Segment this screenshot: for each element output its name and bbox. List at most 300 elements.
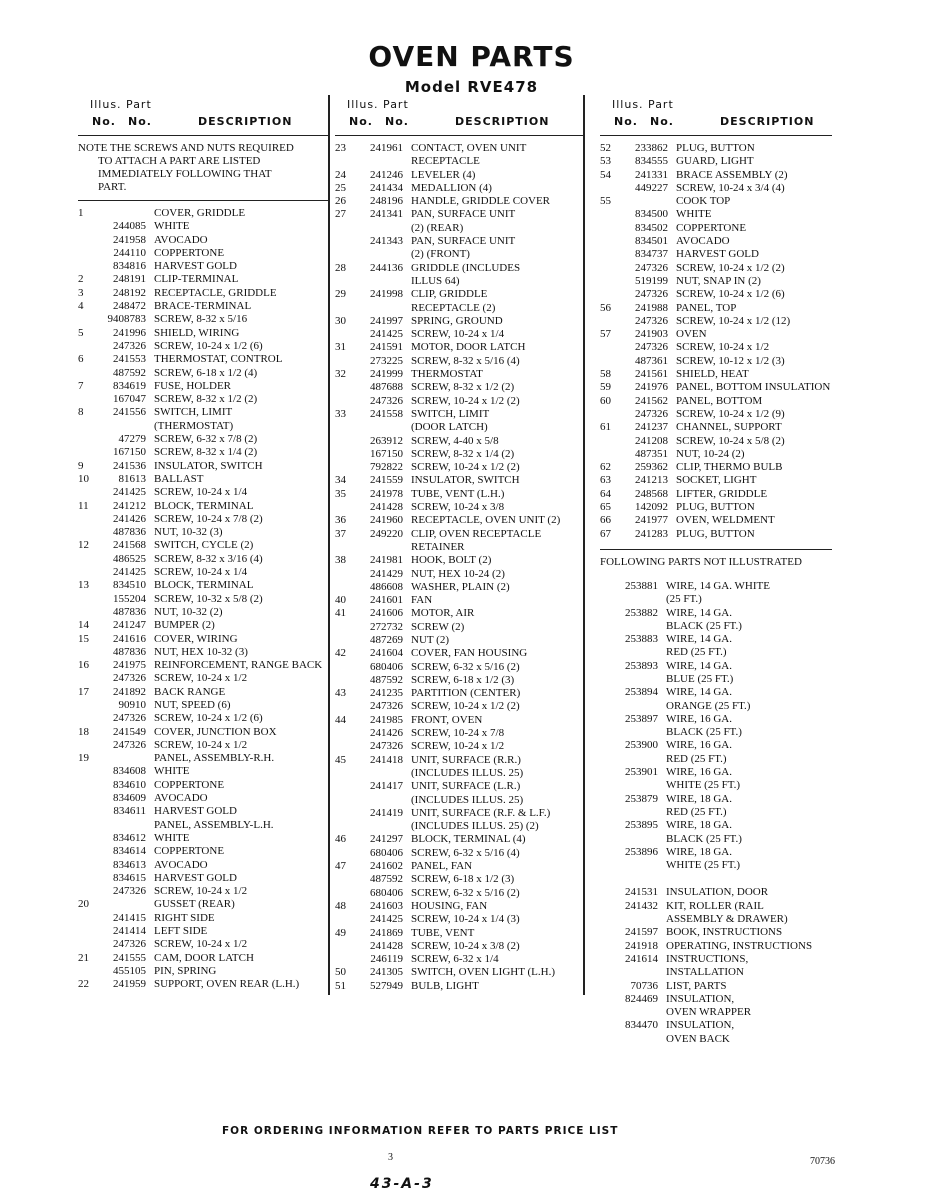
- part-number: [610, 833, 666, 846]
- part-number: 680406: [370, 660, 403, 673]
- part-description: BLOCK, TERMINAL: [154, 499, 254, 512]
- part-number: 241553: [113, 353, 146, 366]
- illus-number: 3: [78, 286, 84, 299]
- part-description: NUT, SNAP IN (2): [676, 274, 761, 287]
- part-row: [78, 859, 328, 872]
- part-description: MOTOR, AIR: [411, 607, 475, 620]
- part-description: THERMOSTAT: [411, 368, 483, 381]
- part-row: [335, 501, 585, 514]
- part-number: 241561: [635, 368, 668, 381]
- illus-number: [78, 832, 100, 845]
- part-description: PARTITION (CENTER): [411, 687, 521, 700]
- part-description: CLIP, GRIDDLE: [411, 288, 488, 301]
- part-row: [600, 302, 832, 315]
- illus-number: 44: [335, 713, 346, 726]
- part-row: [78, 433, 328, 446]
- part-number: 241426: [370, 727, 403, 740]
- part-description: AVOCADO: [154, 792, 208, 805]
- part-row: [78, 327, 328, 340]
- column-divider: [328, 95, 330, 995]
- illus-number: 20: [78, 898, 89, 911]
- part-row: [78, 965, 328, 978]
- part-number: [100, 819, 154, 832]
- part-row: [600, 514, 832, 527]
- illus-number: [335, 155, 357, 168]
- part-description: SCREW, 10-24 x 1/2 (9): [676, 407, 785, 420]
- part-number: 834609: [113, 792, 146, 805]
- part-row: [335, 514, 585, 527]
- column-header: [335, 95, 585, 133]
- illus-number: 55: [600, 195, 611, 208]
- part-description: BRACE-TERMINAL: [154, 300, 252, 313]
- part-number: 486608: [370, 580, 403, 593]
- model-number: Model RVE478: [404, 78, 539, 96]
- illus-number: [78, 260, 100, 273]
- part-number: 241414: [113, 925, 146, 938]
- illus-number: [600, 859, 610, 872]
- illus-number: [600, 993, 610, 1006]
- part-number: [610, 779, 666, 792]
- part-number: 247326: [635, 314, 668, 327]
- part-row: [78, 273, 328, 286]
- part-row: [78, 420, 328, 433]
- part-description: PANEL, FAN: [411, 860, 473, 873]
- part-description: CAM, DOOR LATCH: [154, 951, 254, 964]
- part-description: PANEL, ASSEMBLY-R.H.: [154, 752, 275, 765]
- part-row: [600, 235, 832, 248]
- part-row: [335, 448, 585, 461]
- part-number: 834816: [113, 260, 146, 273]
- part-description: SCREW, 10-24 x 3/4 (4): [676, 181, 785, 194]
- part-row: [600, 155, 832, 168]
- illus-number: [335, 740, 357, 753]
- part-row: [335, 754, 585, 767]
- parts-column-2: [335, 95, 585, 993]
- illus-number: [335, 302, 357, 315]
- part-number: 47279: [118, 433, 146, 446]
- illus-number: 54: [600, 168, 611, 181]
- part-row: [335, 435, 585, 448]
- part-row: [335, 182, 585, 195]
- ordering-info: FOR ORDERING INFORMATION REFER TO PARTS PRICE LIST: [222, 1125, 619, 1137]
- part-description: SCREW, 10-24 x 1/2: [411, 740, 505, 753]
- part-row: [78, 593, 328, 606]
- part-row: [600, 408, 832, 421]
- part-row: [335, 275, 585, 288]
- illus-number: [600, 222, 622, 235]
- part-number: 155204: [113, 592, 146, 605]
- part-description: UNIT, SURFACE (R.F. & L.F.): [411, 806, 551, 819]
- part-row: [600, 686, 832, 699]
- illus-number: [335, 421, 357, 434]
- part-row: [600, 766, 832, 779]
- part-number: 487592: [370, 673, 403, 686]
- part-description: KIT, ROLLER (RAIL: [666, 899, 764, 912]
- illus-number: [78, 646, 100, 659]
- part-number: 680406: [370, 846, 403, 859]
- part-description: SCREW, 6-32 x 1/4: [411, 953, 499, 966]
- part-number: 241246: [370, 168, 403, 181]
- part-row: [78, 313, 328, 326]
- part-row: [78, 367, 328, 380]
- part-description: PLUG, BUTTON: [676, 527, 755, 540]
- illus-number: [335, 621, 357, 634]
- part-row: [78, 260, 328, 273]
- part-number: 253893: [625, 659, 658, 672]
- part-number: 253895: [625, 819, 658, 832]
- part-description: PAN, SURFACE UNIT: [411, 235, 516, 248]
- part-description: INSULATION, DOOR: [666, 886, 769, 899]
- part-number: 487351: [635, 447, 668, 460]
- part-number: 241428: [370, 939, 403, 952]
- part-row: [335, 355, 585, 368]
- part-row: [335, 833, 585, 846]
- header-illus-no: No.: [349, 115, 373, 128]
- part-number: 241419: [370, 806, 403, 819]
- part-number: 241425: [370, 328, 403, 341]
- part-row: [78, 938, 328, 951]
- illus-number: [78, 805, 100, 818]
- part-description: SCREW, 8-32 x 1/2 (2): [411, 381, 515, 394]
- part-number: 253901: [625, 766, 658, 779]
- part-description: WHITE (25 FT.): [666, 859, 741, 872]
- illus-number: [78, 672, 100, 685]
- part-number: 241425: [370, 913, 403, 926]
- part-number: 167047: [113, 393, 146, 406]
- illus-number: 22: [78, 978, 89, 991]
- part-description: SCREW, 10-24 x 1/2: [154, 738, 248, 751]
- part-description: PLUG, BUTTON: [676, 501, 755, 514]
- part-row: [600, 673, 832, 686]
- part-number: 247326: [113, 938, 146, 951]
- illus-number: [600, 793, 610, 806]
- part-row: [335, 860, 585, 873]
- part-row: [600, 448, 832, 461]
- part-description: SCREW, 6-32 x 5/16 (2): [411, 660, 520, 673]
- illus-number: [600, 913, 610, 926]
- part-row: [600, 341, 832, 354]
- part-number: 792822: [370, 461, 403, 474]
- part-number: 241418: [370, 753, 403, 766]
- part-description: HARVEST GOLD: [154, 260, 237, 273]
- parts-list: [335, 142, 585, 993]
- illus-number: 45: [335, 753, 346, 766]
- illus-number: [600, 593, 610, 606]
- part-description: WHITE: [154, 765, 190, 778]
- part-description: SCREW, 10-24 x 3/8 (2): [411, 939, 520, 952]
- part-number: 247326: [635, 288, 668, 301]
- part-row: [78, 207, 328, 220]
- part-number: 273225: [370, 354, 403, 367]
- spacer: [600, 872, 832, 886]
- part-description: (2) (FRONT): [411, 248, 470, 261]
- part-row: [78, 300, 328, 313]
- part-number: 241556: [113, 406, 146, 419]
- part-row: [335, 235, 585, 248]
- part-number: 241985: [370, 713, 403, 726]
- part-number: 247326: [370, 394, 403, 407]
- part-description: COVER, JUNCTION BOX: [154, 725, 277, 738]
- part-description: NUT, 10-32 (2): [154, 605, 223, 618]
- part-description: WHITE: [154, 220, 190, 233]
- part-row: [335, 222, 585, 235]
- part-description: WHITE: [154, 831, 190, 844]
- part-row: [78, 752, 328, 765]
- part-description: TUBE, VENT (L.H.): [411, 487, 505, 500]
- part-row: [600, 288, 832, 301]
- part-number: 487836: [113, 645, 146, 658]
- part-number: 259362: [635, 461, 668, 474]
- part-description: (INCLUDES ILLUS. 25): [411, 766, 524, 779]
- part-description: INSULATION,: [666, 992, 735, 1005]
- illus-number: 23: [335, 142, 346, 154]
- illus-number: [78, 247, 100, 260]
- part-row: [78, 726, 328, 739]
- part-description: COVER, FAN HOUSING: [411, 647, 528, 660]
- part-description: RED (25 FT.): [666, 805, 727, 818]
- illus-number: [600, 753, 610, 766]
- header-rule: [78, 135, 328, 136]
- part-row: [335, 488, 585, 501]
- header-illus-no: No.: [614, 115, 638, 128]
- part-description: WIRE, 14 GA. WHITE: [666, 579, 770, 592]
- part-description: PANEL, TOP: [676, 301, 737, 314]
- part-number: [100, 752, 154, 765]
- illus-number: 16: [78, 659, 89, 672]
- part-description: COOK TOP: [676, 195, 731, 208]
- header-illus-no: No.: [92, 115, 116, 128]
- page-title: OVEN PARTS: [368, 40, 575, 73]
- part-number: 241616: [113, 632, 146, 645]
- part-number: 241283: [635, 527, 668, 540]
- part-number: 241997: [370, 314, 403, 327]
- illus-number: 12: [78, 539, 89, 552]
- illus-number: 19: [78, 752, 89, 765]
- part-row: [335, 568, 585, 581]
- part-description: INSULATOR, SWITCH: [154, 459, 263, 472]
- part-row: [335, 368, 585, 381]
- illus-number: 64: [600, 487, 611, 500]
- part-description: SHIELD, WIRING: [154, 326, 240, 339]
- part-number: 244085: [113, 220, 146, 233]
- illus-number: [335, 727, 357, 740]
- part-description: RED (25 FT.): [666, 752, 727, 765]
- illus-number: [600, 953, 610, 966]
- part-description: SPRING, GROUND: [411, 314, 503, 327]
- part-row: [600, 607, 832, 620]
- part-row: [600, 633, 832, 646]
- part-row: [335, 740, 585, 753]
- part-number: [357, 794, 411, 807]
- part-number: 241434: [370, 181, 403, 194]
- part-description: HARVEST GOLD: [676, 248, 759, 261]
- part-description: WIRE, 18 GA.: [666, 792, 732, 805]
- part-row: [600, 501, 832, 514]
- note-line: IMMEDIATELY FOLLOWING THAT: [98, 168, 272, 180]
- part-description: FAN: [411, 594, 433, 607]
- part-description: WIRE, 14 GA.: [666, 686, 732, 699]
- part-description: SCREW, 10-24 x 1/2: [154, 938, 248, 951]
- part-number: 247326: [113, 712, 146, 725]
- part-row: [78, 832, 328, 845]
- illus-number: [335, 395, 357, 408]
- illus-number: [335, 461, 357, 474]
- part-row: [335, 315, 585, 328]
- part-row: [78, 885, 328, 898]
- part-row: [78, 446, 328, 459]
- part-row: [78, 247, 328, 260]
- part-description: (DOOR LATCH): [411, 421, 488, 434]
- part-number: 241981: [370, 554, 403, 567]
- part-description: COPPERTONE: [154, 845, 225, 858]
- part-row: [335, 195, 585, 208]
- part-description: OPERATING, INSTRUCTIONS: [666, 939, 813, 952]
- part-description: AVOCADO: [154, 233, 208, 246]
- part-row: [335, 966, 585, 979]
- part-description: HARVEST GOLD: [154, 805, 237, 818]
- part-number: 241417: [370, 780, 403, 793]
- part-number: [610, 646, 666, 659]
- illus-number: 56: [600, 301, 611, 314]
- part-number: [610, 593, 666, 606]
- part-row: [78, 513, 328, 526]
- part-description: BLACK (25 FT.): [666, 832, 742, 845]
- part-number: 241536: [113, 459, 146, 472]
- part-number: 449227: [635, 181, 668, 194]
- part-number: 834500: [635, 208, 668, 221]
- part-number: 247326: [370, 740, 403, 753]
- part-number: 142092: [635, 501, 668, 514]
- illus-number: [78, 433, 100, 446]
- illus-number: 63: [600, 474, 611, 487]
- part-row: [600, 913, 832, 926]
- part-row: [600, 262, 832, 275]
- part-description: TUBE, VENT: [411, 926, 475, 939]
- header-description: DESCRIPTION: [455, 115, 550, 128]
- part-number: 487592: [113, 366, 146, 379]
- part-description: WIRE, 16 GA.: [666, 712, 732, 725]
- part-row: [600, 528, 832, 541]
- header-part-no: No.: [128, 115, 152, 128]
- part-description: BRACE ASSEMBLY (2): [676, 168, 788, 181]
- part-row: [335, 927, 585, 940]
- part-number: 70736: [630, 979, 658, 992]
- illus-number: [78, 486, 100, 499]
- note-rule: [78, 200, 328, 201]
- illus-number: [335, 222, 357, 235]
- column-header: [600, 95, 832, 133]
- part-number: 247326: [113, 339, 146, 352]
- part-row: [600, 593, 832, 606]
- part-number: 248472: [113, 300, 146, 313]
- illus-number: 38: [335, 554, 346, 567]
- part-description: SCREW, 10-24 x 1/2 (6): [154, 339, 263, 352]
- part-number: 241961: [370, 142, 403, 154]
- part-description: INSTRUCTIONS,: [666, 952, 749, 965]
- part-number: 486525: [113, 552, 146, 565]
- illus-number: 29: [335, 288, 346, 301]
- parts-column-1: [78, 95, 328, 992]
- illus-number: [78, 872, 100, 885]
- part-description: SCREW, 8-32 x 5/16 (4): [411, 354, 520, 367]
- part-number: [357, 275, 411, 288]
- part-number: 241247: [113, 619, 146, 632]
- illus-number: 67: [600, 527, 611, 540]
- part-row: [335, 780, 585, 793]
- part-description: NUT, HEX 10-32 (3): [154, 645, 248, 658]
- part-number: 247326: [370, 700, 403, 713]
- illus-number: [335, 940, 357, 953]
- part-description: MOTOR, DOOR LATCH: [411, 341, 526, 354]
- part-row: [600, 700, 832, 713]
- part-number: 241415: [113, 911, 146, 924]
- part-row: [600, 395, 832, 408]
- part-number: 253881: [625, 579, 658, 592]
- part-number: 247326: [113, 672, 146, 685]
- illus-number: 13: [78, 579, 89, 592]
- part-row: [600, 421, 832, 434]
- part-description: BLACK (25 FT.): [666, 619, 742, 632]
- illus-number: [78, 912, 100, 925]
- illus-number: 21: [78, 951, 89, 964]
- part-description: RECEPTACLE: [411, 155, 480, 168]
- part-row: [78, 220, 328, 233]
- part-row: [335, 408, 585, 421]
- part-row: [600, 713, 832, 726]
- part-number: 241428: [370, 501, 403, 514]
- part-number: 241549: [113, 725, 146, 738]
- part-description: SCREW, 8-32 x 1/4 (2): [411, 447, 515, 460]
- part-row: [78, 353, 328, 366]
- part-row: [335, 940, 585, 953]
- illus-number: [335, 541, 357, 554]
- header-illus-part: Illus. Part: [612, 98, 674, 111]
- part-description: SCREW, 10-24 x 1/4: [411, 328, 505, 341]
- part-description: WIRE, 14 GA.: [666, 606, 732, 619]
- part-row: [600, 726, 832, 739]
- part-description: COPPERTONE: [154, 246, 225, 259]
- illus-number: 36: [335, 514, 346, 527]
- part-row: [600, 886, 832, 899]
- illus-number: [78, 606, 100, 619]
- part-row: [78, 978, 328, 991]
- illus-number: [600, 673, 610, 686]
- part-row: [335, 262, 585, 275]
- part-number: [610, 1033, 666, 1046]
- part-description: SWITCH, CYCLE (2): [154, 539, 254, 552]
- part-row: [600, 1019, 832, 1032]
- illus-number: [600, 940, 610, 953]
- part-number: 90910: [118, 698, 146, 711]
- illus-number: [78, 566, 100, 579]
- part-row: [600, 248, 832, 261]
- illus-number: [335, 568, 357, 581]
- illus-number: [335, 780, 357, 793]
- part-number: 241918: [625, 939, 658, 952]
- part-row: [78, 380, 328, 393]
- part-description: COVER, GRIDDLE: [154, 207, 246, 219]
- part-row: [600, 488, 832, 501]
- part-row: [600, 926, 832, 939]
- part-number: [610, 700, 666, 713]
- illus-number: [600, 713, 610, 726]
- illus-number: 40: [335, 594, 346, 607]
- illus-number: 57: [600, 328, 611, 341]
- part-row: [600, 940, 832, 953]
- part-description: PAN, SURFACE UNIT: [411, 208, 516, 221]
- part-row: [335, 208, 585, 221]
- illus-number: [78, 765, 100, 778]
